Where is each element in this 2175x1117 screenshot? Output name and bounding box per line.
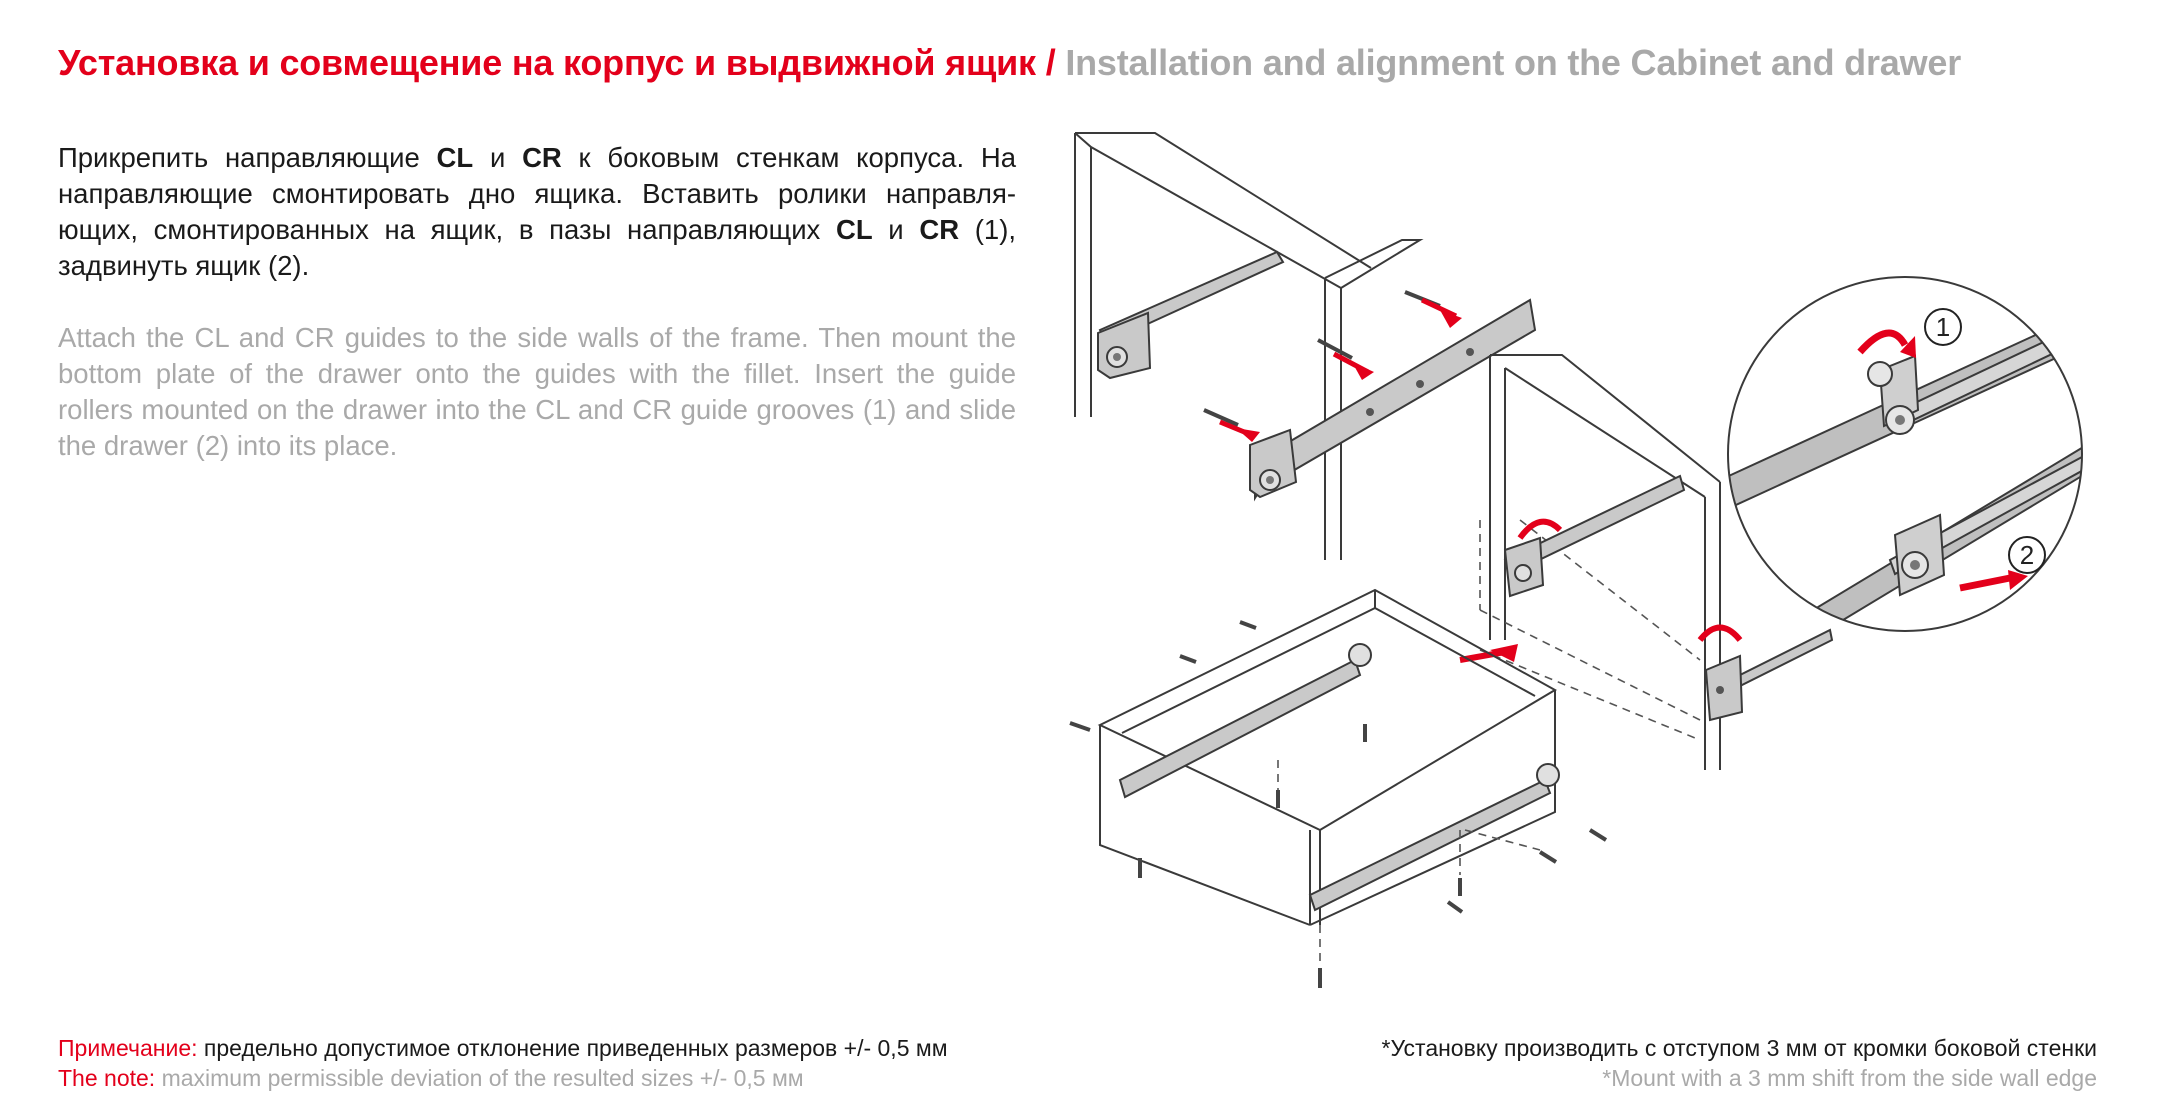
note-label-ru: Примечание: bbox=[58, 1035, 198, 1061]
mount-note bbox=[1382, 1033, 2097, 1093]
instructions-ru-text: Прикрепить направляющие bbox=[58, 142, 437, 173]
guide-cl-label: CL bbox=[835, 214, 873, 245]
step-2-label: 2 bbox=[2019, 540, 2035, 570]
instructions-ru-text: и bbox=[473, 142, 523, 173]
instructions-ru-text: и bbox=[872, 214, 920, 245]
tolerance-note-en bbox=[58, 1063, 948, 1093]
drawer-rail-right bbox=[1310, 764, 1559, 910]
note-text-en: maximum permissible deviation of the resulted sizes +/- 0,5 мм bbox=[155, 1065, 804, 1091]
title-ru: Установка и совмещение на корпус и выдвижной ящик bbox=[58, 42, 1036, 83]
cabinet-rail-upper bbox=[1098, 252, 1283, 378]
guide-cr-label: CR bbox=[919, 214, 960, 245]
loose-rail bbox=[1250, 300, 1535, 498]
mount-note-en: *Mount with a 3 mm shift from the side wall edge bbox=[1602, 1065, 2097, 1091]
note-text-ru: предельно допустимое отклонение приведенных размеров +/- 0,5 мм bbox=[197, 1035, 948, 1061]
guide-cl-label: CL bbox=[436, 142, 474, 173]
tolerance-note-ru bbox=[58, 1033, 948, 1063]
zoom-detail bbox=[1720, 277, 2100, 655]
title-separator: / bbox=[1045, 42, 1056, 83]
guide-cr-label: CR bbox=[522, 142, 562, 173]
tolerance-note bbox=[58, 1033, 948, 1093]
title-en: Installation and alignment on the Cabinet and drawer bbox=[1065, 42, 1962, 83]
step-1-label: 1 bbox=[1935, 312, 1951, 342]
instructions-en: Attach the CL and CR guides to the side walls of the frame. Then mount the bottom plate of the drawer onto the guides with the fillet. Insert the guide rollers mounted on the drawer into the CL and CR guide grooves (1) and slide the drawer (2) into its place. bbox=[58, 322, 1016, 461]
instructions-ru-text: к боковым стенкам корпуса. На направляющие смонтировать дно ящика. Вставить ролики направля-ющих, смонтированных на ящик, в пазы направляющих bbox=[58, 142, 1016, 245]
cabinet-rail-right bbox=[1505, 476, 1832, 720]
mount-note-ru: *Установку производить с отступом 3 мм от кромки боковой стенки bbox=[1381, 1035, 2097, 1061]
instructions-ru-text: (1), задвинуть ящик (2). bbox=[58, 214, 1016, 281]
note-label-en: The note: bbox=[58, 1065, 156, 1091]
drawer-rail-left bbox=[1120, 644, 1371, 797]
